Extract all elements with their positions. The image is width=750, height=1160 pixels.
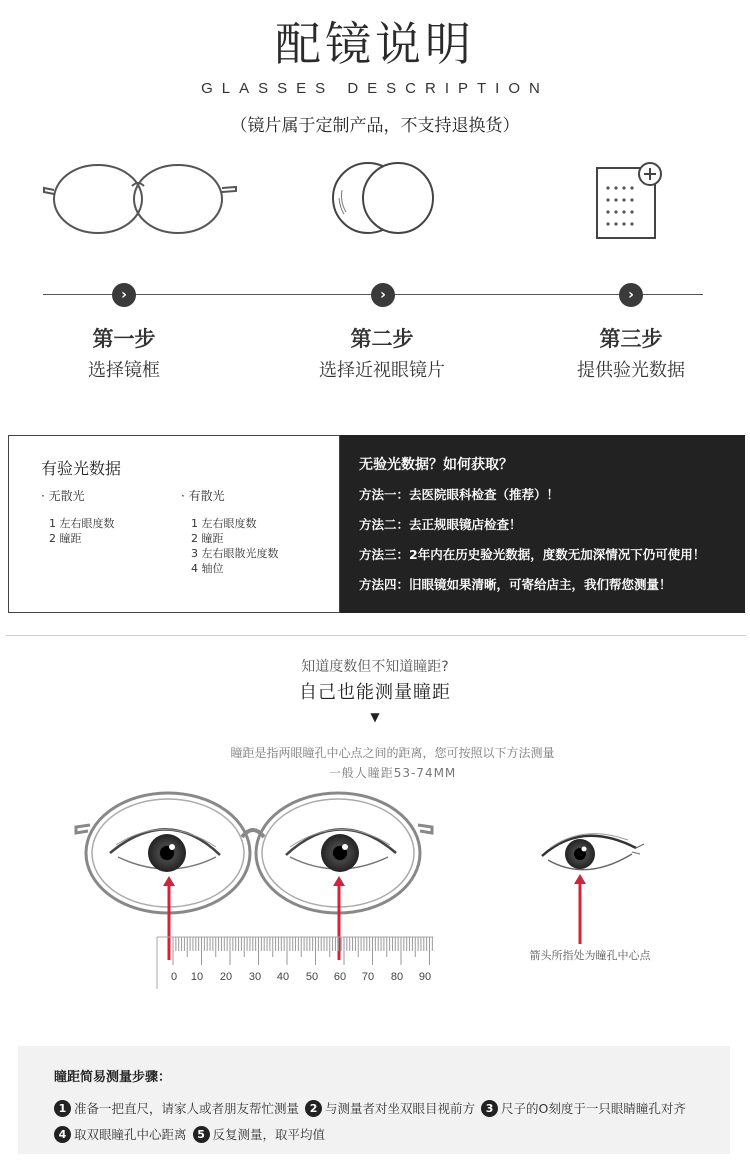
pd-definition: 瞳距是指两眼瞳孔中心点之间的距离，您可按照以下方法测量 xyxy=(230,746,555,760)
step-3-arrow-icon: › xyxy=(619,283,643,307)
measurement-step-text: 取双眼瞳孔中心距离 xyxy=(74,1127,187,1142)
ruler-tick-label: 0 xyxy=(170,971,178,983)
ruler-tick-label: 90 xyxy=(418,971,432,983)
ruler-tick-label: 20 xyxy=(219,971,233,983)
step-1-desc: 选择镜框 xyxy=(88,360,160,381)
step-number-badge: 3 xyxy=(481,1100,498,1117)
ruler-tick-label: 30 xyxy=(248,971,262,983)
single-eye-illustration xyxy=(536,818,646,888)
measurement-step-text: 尺子的O刻度于一只眼睛瞳孔对齐 xyxy=(501,1101,686,1116)
no-return-note: （镜片属于定制产品，不支持退换货） xyxy=(230,116,520,136)
page-title: 配镜说明 xyxy=(275,17,475,71)
astig-item: 1 左右眼度数 xyxy=(191,517,257,530)
no-astig-item: 2 瞳距 xyxy=(49,532,82,545)
step-1-arrow-icon: › xyxy=(112,283,136,307)
has-prescription-title: 有验光数据 xyxy=(41,459,122,478)
measurement-steps-row xyxy=(54,1125,325,1143)
step-2-arrow-icon: › xyxy=(371,283,395,307)
method-line: 方法二：去正规眼镜店检查！ xyxy=(359,517,522,532)
ruler-tick-label: 10 xyxy=(190,971,204,983)
measurement-steps-row xyxy=(54,1099,686,1117)
lenses-icon xyxy=(330,158,440,242)
ruler-tick-label: 70 xyxy=(361,971,375,983)
step-1-number: 第一步 xyxy=(92,327,156,351)
ruler-tick-label: 50 xyxy=(305,971,319,983)
section-divider xyxy=(6,635,746,636)
step-number-badge: 2 xyxy=(305,1100,322,1117)
no-astigmatism-title: · 无散光 xyxy=(41,489,85,503)
astig-item: 4 轴位 xyxy=(191,562,224,575)
astig-item: 2 瞳距 xyxy=(191,532,224,545)
method-line: 方法一：去医院眼科检查（推荐）！ xyxy=(359,487,560,502)
astig-item: 3 左右眼散光度数 xyxy=(191,547,279,560)
method-line: 方法四：旧眼镜如果清晰，可寄给店主，我们帮您测量！ xyxy=(359,577,672,592)
glasses-frame-icon xyxy=(40,160,240,240)
pd-typical-range: 一般人瞳距53-74MM xyxy=(328,766,457,780)
has-prescription-panel xyxy=(8,435,340,613)
step-2-number: 第二步 xyxy=(350,327,414,351)
measure-title: 自己也能测量瞳距 xyxy=(299,682,451,703)
page-subtitle: GLASSES DESCRIPTION xyxy=(201,80,549,97)
no-prescription-panel xyxy=(340,435,745,613)
no-astig-item: 1 左右眼度数 xyxy=(49,517,115,530)
pupil-center-caption: 箭头所指处为瞳孔中心点 xyxy=(529,949,651,962)
no-prescription-title: 无验光数据？如何获取？ xyxy=(359,457,513,473)
measurement-step-text: 准备一把直尺，请家人或者朋友帮忙测量 xyxy=(74,1101,300,1116)
step-number-badge: 4 xyxy=(54,1126,71,1143)
prescription-card-icon xyxy=(592,160,664,242)
astigmatism-title: · 有散光 xyxy=(181,489,225,503)
step-3-number: 第三步 xyxy=(599,327,663,351)
single-eye-pointer-arrow xyxy=(572,872,588,944)
down-triangle-icon: ▼ xyxy=(370,710,380,724)
ruler-tick-label: 40 xyxy=(276,971,290,983)
ruler-tick-label: 60 xyxy=(333,971,347,983)
ruler-tick-label: 80 xyxy=(390,971,404,983)
method-line: 方法三：2年内在历史验光数据，度数无加深情况下仍可使用！ xyxy=(359,547,706,562)
measurement-step-text: 反复测量，取平均值 xyxy=(212,1127,326,1142)
measurement-step-text: 与测量者对坐双眼目视前方 xyxy=(325,1101,476,1116)
measure-question: 知道度数但不知道瞳距? xyxy=(301,659,449,675)
step-3-desc: 提供验光数据 xyxy=(577,360,685,381)
step-number-badge: 5 xyxy=(193,1126,210,1143)
step-2-desc: 选择近视眼镜片 xyxy=(319,360,445,381)
measurement-steps-title: 瞳距简易测量步骤： xyxy=(54,1070,172,1085)
step-number-badge: 1 xyxy=(54,1100,71,1117)
